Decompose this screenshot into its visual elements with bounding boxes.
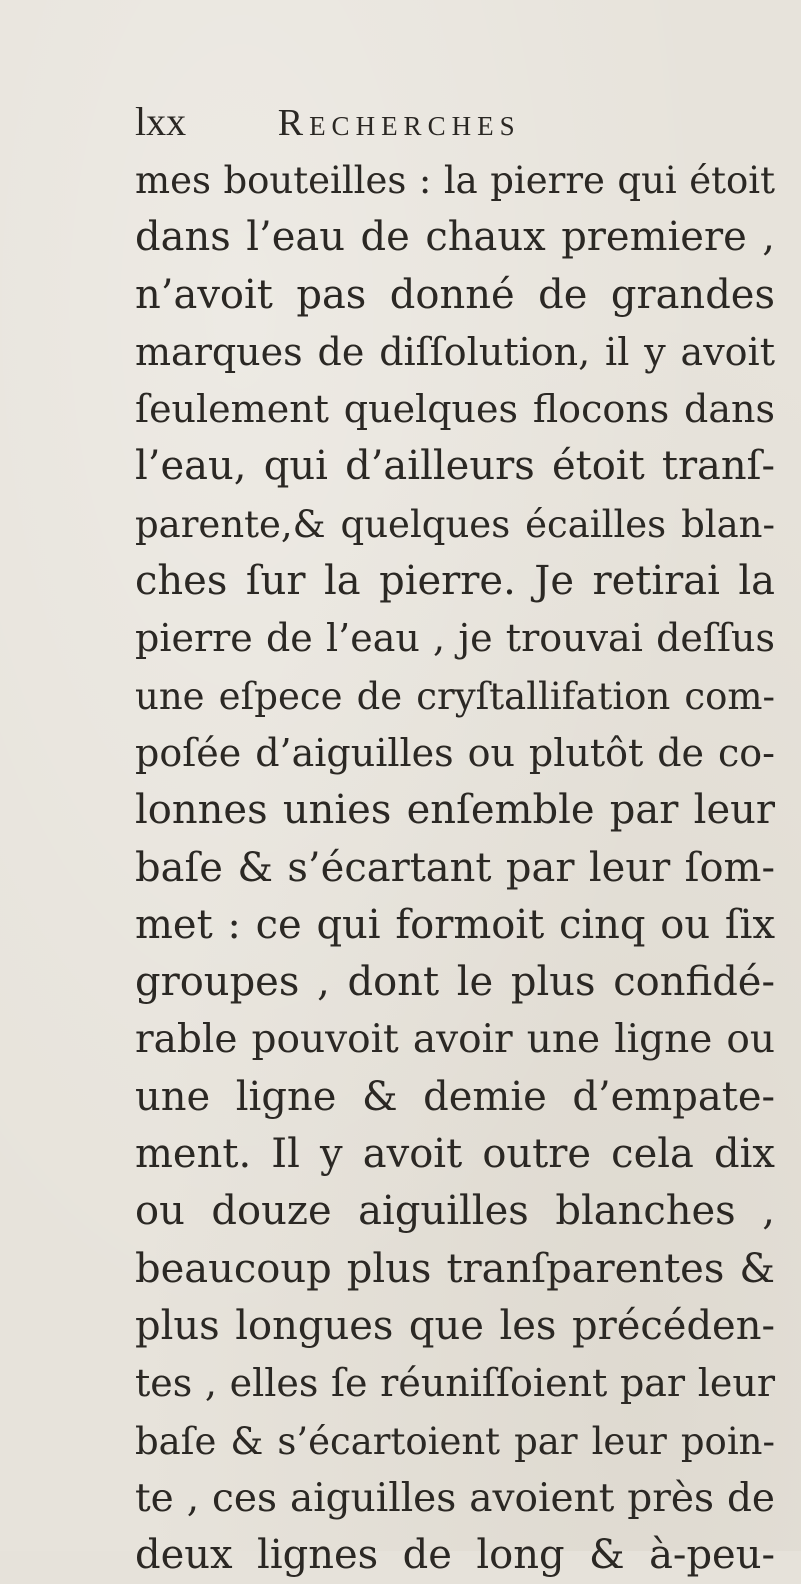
text-line: dans l’eau de chaux premiere , <box>135 214 775 261</box>
text-line: met : ce qui formoit cinq ou ſix <box>135 901 775 948</box>
running-title: Recherches <box>277 102 521 144</box>
text-line: marques de diſſolution, il y avoit <box>135 329 775 374</box>
text-line: pierre de l’eau , je trouvai deſſus <box>135 616 775 661</box>
text-line: ſeulement quelques flocons dans <box>135 387 775 432</box>
text-line: rable pouvoit avoir une ligne ou <box>135 1017 775 1063</box>
text-line: plus longues que les précéden- <box>135 1302 775 1349</box>
page-header <box>135 100 521 144</box>
text-line: ment. Il y avoit outre cela dix <box>135 1131 775 1178</box>
text-line: l’eau, qui d’ailleurs étoit tranſ- <box>135 443 775 490</box>
text-line: ou douze aiguilles blanches , <box>135 1188 775 1235</box>
text-line: tes , elles ſe réuniſſoient par leur <box>135 1361 775 1406</box>
text-line: parente,& quelques écailles blan- <box>135 502 775 546</box>
body-text <box>135 152 775 1584</box>
text-line: beaucoup plus tranſparentes & <box>135 1245 775 1292</box>
text-line: mes bouteilles : la pierre qui étoit <box>135 159 775 202</box>
text-line: baſe & s’écartoient par leur poin- <box>135 1419 775 1463</box>
text-line: baſe & s’écartant par leur ſom- <box>135 844 775 891</box>
text-line: deux lignes de long & à-peu- <box>135 1532 775 1579</box>
page-number: lxx <box>135 99 187 144</box>
text-line: poſée d’aiguilles ou plutôt de co- <box>135 730 775 775</box>
text-line: te , ces aiguilles avoient près de <box>135 1475 775 1521</box>
text-line: n’avoit pas donné de grandes <box>135 271 775 318</box>
text-line: lonnes unies enſemble par leur <box>135 787 775 834</box>
text-line: une ligne & demie d’empate- <box>135 1073 775 1120</box>
text-line: une eſpece de cryſtallifation com- <box>135 674 775 718</box>
text-line: ches ſur la pierre. Je retirai la <box>135 558 775 605</box>
text-line: groupes , dont le plus confidé- <box>135 959 775 1006</box>
